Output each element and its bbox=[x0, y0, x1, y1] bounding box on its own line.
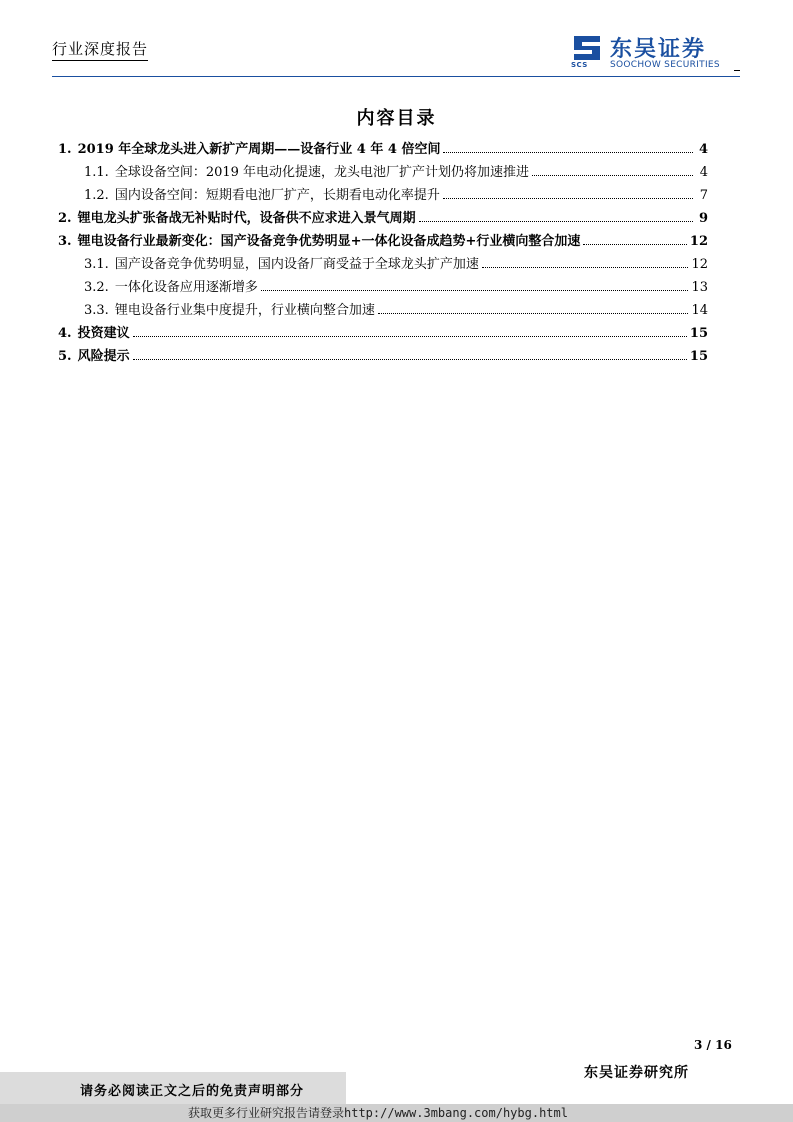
toc-entry-5[interactable] bbox=[58, 345, 708, 368]
toc-leader-dots bbox=[419, 221, 693, 222]
toc-entry-number: 1. bbox=[58, 142, 72, 157]
toc-entry-4[interactable] bbox=[58, 322, 708, 345]
header-tick-mark bbox=[734, 70, 740, 71]
toc-leader-dots bbox=[133, 336, 687, 337]
toc-entry-page: 7 bbox=[699, 188, 708, 203]
toc-entry-title: 2019 年全球龙头进入新扩产周期——设备行业 4 年 4 倍空间 bbox=[77, 142, 441, 157]
toc-entry-title: 锂电龙头扩张备战无补贴时代，设备供不应求进入景气周期 bbox=[77, 211, 416, 226]
footer-report-link[interactable]: 获取更多行业研究报告请登录http://www.3mbang.com/hybg.html bbox=[188, 1106, 568, 1120]
toc-leader-dots bbox=[583, 244, 687, 245]
toc-entry-page: 4 bbox=[699, 165, 708, 180]
toc-entry-page: 4 bbox=[698, 142, 708, 157]
toc-entry-number: 4. bbox=[58, 326, 72, 341]
brand-logo bbox=[570, 32, 740, 74]
toc-entry-page: 12 bbox=[689, 234, 708, 249]
toc-leader-dots bbox=[443, 198, 693, 199]
toc-entry-page: 12 bbox=[691, 257, 708, 272]
toc-entry-title: 投资建议 bbox=[77, 326, 130, 341]
disclaimer-notice: 请务必阅读正文之后的免责声明部分 bbox=[80, 1084, 305, 1099]
report-type-label: 行业深度报告 bbox=[52, 38, 148, 61]
footer-brand: 东吴证券研究所 bbox=[584, 1065, 689, 1081]
logo-english-name: SOOCHOW SECURITIES bbox=[610, 60, 720, 70]
toc-entry-3-2[interactable] bbox=[58, 276, 708, 299]
toc-entry-page: 14 bbox=[691, 303, 708, 318]
table-of-contents bbox=[58, 138, 708, 368]
toc-entry-number: 3.1. bbox=[84, 257, 109, 272]
toc-entry-page: 15 bbox=[689, 326, 708, 341]
toc-leader-dots bbox=[443, 152, 693, 153]
toc-entry-page: 9 bbox=[698, 211, 708, 226]
toc-entry-number: 3.3. bbox=[84, 303, 109, 318]
toc-entry-title: 全球设备空间：2019 年电动化提速，龙头电池厂扩产计划仍将加速推进 bbox=[114, 165, 530, 180]
logo-chinese-name: 东吴证券 bbox=[610, 37, 707, 62]
toc-entry-number: 5. bbox=[58, 349, 72, 364]
toc-entry-3-3[interactable] bbox=[58, 299, 708, 322]
toc-leader-dots bbox=[378, 313, 689, 314]
toc-entry-title: 风险提示 bbox=[77, 349, 130, 364]
toc-entry-page: 15 bbox=[689, 349, 708, 364]
toc-entry-1[interactable] bbox=[58, 138, 708, 161]
toc-entry-1-2[interactable] bbox=[58, 184, 708, 207]
toc-entry-title: 锂电设备行业最新变化：国产设备竞争优势明显+一体化设备成趋势+行业横向整合加速 bbox=[77, 234, 581, 249]
toc-entry-3[interactable] bbox=[58, 230, 708, 253]
toc-entry-title: 一体化设备应用逐渐增多 bbox=[114, 280, 258, 295]
toc-leader-dots bbox=[133, 359, 687, 360]
toc-entry-number: 2. bbox=[58, 211, 72, 226]
toc-entry-title: 国内设备空间：短期看电池厂扩产，长期看电动化率提升 bbox=[114, 188, 440, 203]
toc-leader-dots bbox=[261, 290, 689, 291]
toc-entry-number: 1.2. bbox=[84, 188, 109, 203]
page-indicator: 3 / 16 bbox=[694, 1038, 732, 1052]
logo-tag: SCS bbox=[571, 61, 588, 69]
toc-leader-dots bbox=[532, 175, 693, 176]
toc-entry-title: 锂电设备行业集中度提升，行业横向整合加速 bbox=[114, 303, 375, 318]
toc-title: 内容目录 bbox=[356, 108, 437, 129]
toc-entry-3-1[interactable] bbox=[58, 253, 708, 276]
toc-entry-number: 3.2. bbox=[84, 280, 109, 295]
toc-entry-page: 13 bbox=[691, 280, 708, 295]
toc-entry-number: 3. bbox=[58, 234, 72, 249]
toc-entry-1-1[interactable] bbox=[58, 161, 708, 184]
header-divider bbox=[52, 76, 740, 77]
toc-entry-title: 国产设备竞争优势明显，国内设备厂商受益于全球龙头扩产加速 bbox=[114, 257, 479, 272]
toc-entry-2[interactable] bbox=[58, 207, 708, 230]
toc-entry-number: 1.1. bbox=[84, 165, 109, 180]
toc-leader-dots bbox=[482, 267, 689, 268]
